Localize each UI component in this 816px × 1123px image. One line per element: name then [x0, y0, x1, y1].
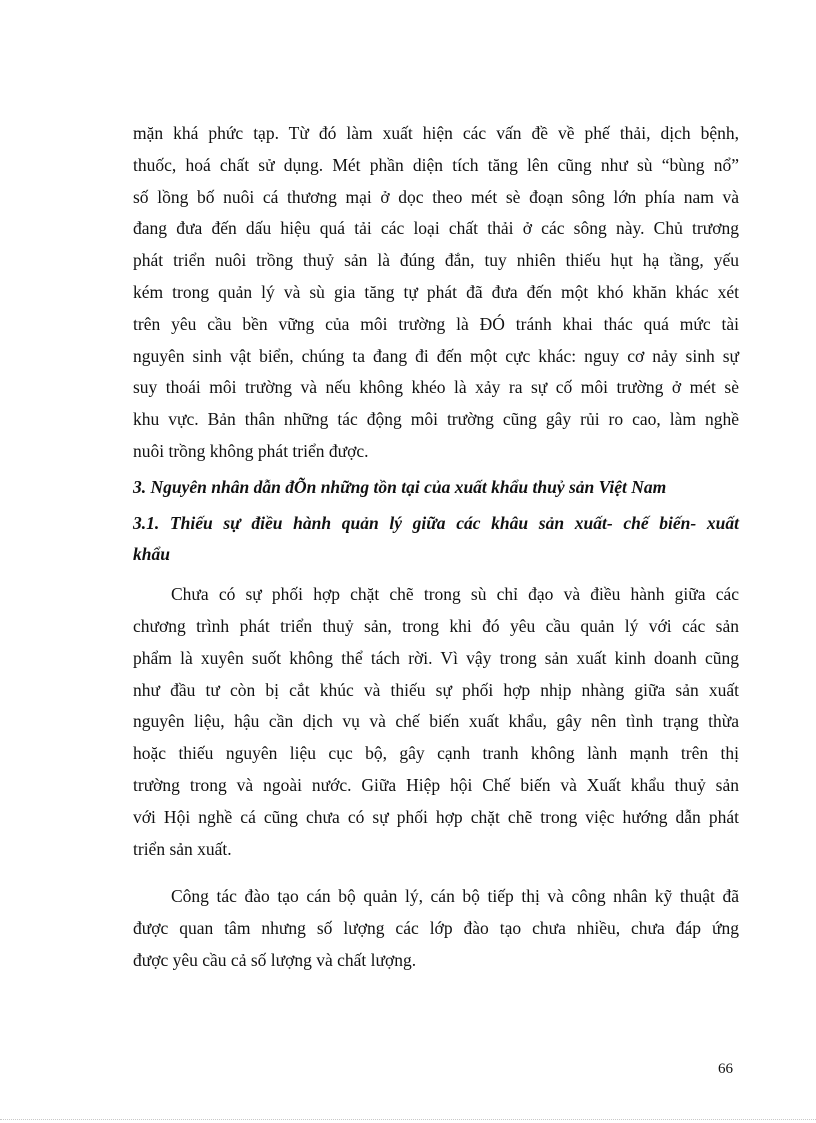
paragraph-line: Chưa có sự phối hợp chặt chẽ trong sù chỉ đạo và điều hành giữa các: [171, 584, 739, 605]
paragraph-line: nguyên liệu, hậu cần dịch vụ và chế biến xuất khẩu, gây nên tình trạng thừa: [133, 711, 739, 732]
paragraph-line: phát triển nuôi trồng thuỷ sản là đúng đắn, tuy nhiên thiếu hụt hạ tầng, yếu: [133, 250, 739, 271]
paragraph-line: nguyên sinh vật biển, chúng ta đang đi đến một cực khác: nguy cơ nảy sinh sự: [133, 345, 739, 366]
page-bottom-divider: [0, 1119, 816, 1120]
paragraph-line: triển sản xuất.: [133, 838, 232, 859]
paragraph-line: phẩm là xuyên suốt không thể tách rời. Vì vậy trong sản xuất kinh doanh cũng: [133, 647, 739, 668]
paragraph-line: với Hội nghề cá cũng chưa có sự phối hợp chặt chẽ trong việc hướng dẫn phát: [133, 806, 739, 827]
paragraph-line: trường trong và ngoài nước. Giữa Hiệp hội Chế biến và Xuất khẩu thuỷ sản: [133, 774, 739, 795]
paragraph-line: nuôi trồng không phát triển được.: [133, 440, 369, 461]
paragraph-line: chương trình phát triển thuỷ sản, trong khi đó yêu cầu quản lý với các sản: [133, 615, 739, 636]
page-number: 66: [718, 1061, 733, 1077]
paragraph-line: Công tác đào tạo cán bộ quản lý, cán bộ tiếp thị và công nhân kỹ thuật đã: [171, 886, 739, 907]
paragraph-line: suy thoái môi trường và nếu không khéo là xảy ra sự cố môi trường ở mét sè: [133, 377, 739, 398]
paragraph-line: thuốc, hoá chất sử dụng. Mét phần diện tích tăng lên cũng như sù “bùng nổ”: [133, 154, 739, 175]
paragraph-line: số lồng bố nuôi cá thương mại ở dọc theo mét sè đoạn sông lớn phía nam và: [133, 186, 739, 207]
section-heading-3-1: [133, 508, 739, 572]
page-body: [133, 118, 739, 977]
heading-line: 3.1. Thiếu sự điều hành quản lý giữa các khâu sản xuất- chế biến- xuất: [133, 512, 739, 533]
paragraph-line: như đầu tư còn bị cắt khúc và thiếu sự phối hợp nhịp nhàng giữa sản xuất: [133, 679, 739, 700]
paragraph-line: hoặc thiếu nguyên liệu cục bộ, gây cạnh tranh không lành mạnh trên thị: [133, 743, 739, 764]
paragraph-1: [133, 118, 739, 468]
paragraph-line: đang đưa đến dấu hiệu quá tải các loại chất thải ở các sông này. Chủ trương: [133, 218, 739, 239]
paragraph-3: [133, 881, 739, 976]
paragraph-line: kém trong quản lý và sù gia tăng tự phát đã đưa đến một khó khăn khác xét: [133, 281, 739, 302]
paragraph-line: được quan tâm nhưng số lượng các lớp đào tạo chưa nhiều, chưa đáp ứng: [133, 918, 739, 939]
paragraph-line: mặn khá phức tạp. Từ đó làm xuất hiện các vấn đề về phế thải, dịch bệnh,: [133, 123, 739, 143]
paragraph-line: khu vực. Bản thân những tác động môi trường cũng gây rủi ro cao, làm nghề: [133, 409, 739, 430]
paragraph-line: trên yêu cầu bền vững của môi trường là ĐÓ tránh khai thác quá mức tài: [133, 313, 739, 334]
section-heading-3: 3. Nguyên nhân dẫn đÕn những tồn tại của xuất khẩu thuỷ sản Việt Nam: [133, 476, 667, 497]
paragraph-2: [133, 579, 739, 865]
heading-line: khẩu: [133, 544, 170, 565]
paragraph-line: được yêu cầu cả số lượng và chất lượng.: [133, 949, 417, 970]
